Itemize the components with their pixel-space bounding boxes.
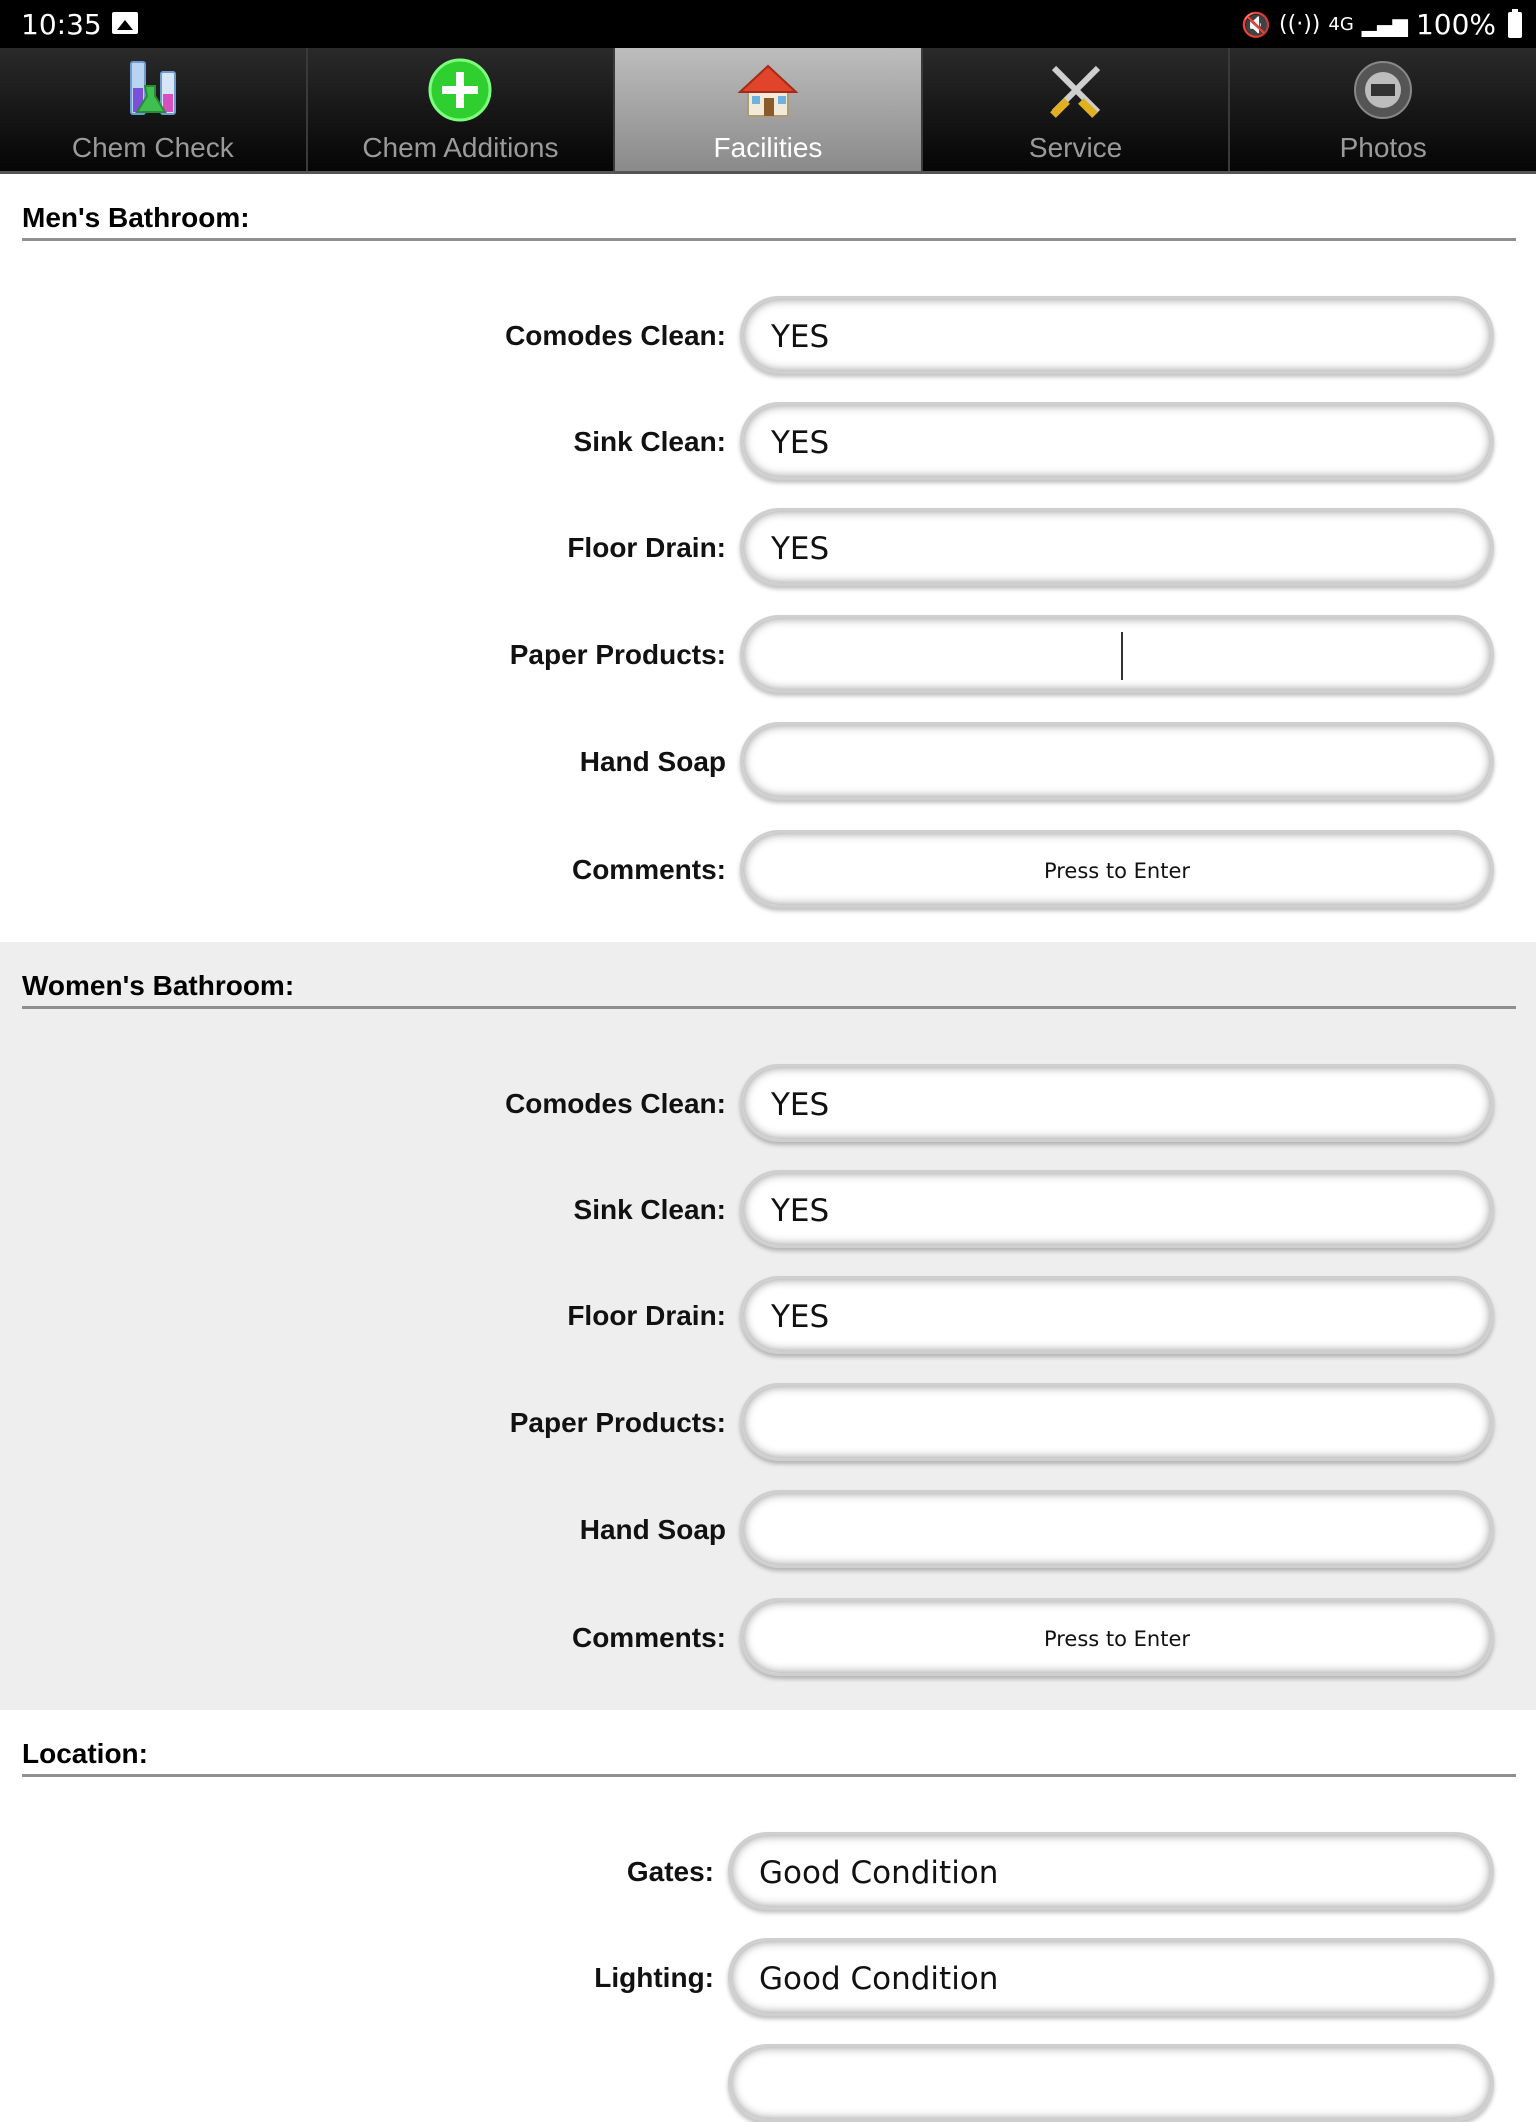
tools-icon: [1044, 58, 1108, 122]
network-type-icon: 4G: [1328, 14, 1354, 35]
section-title: Women's Bathroom:: [22, 970, 295, 1001]
comodes-clean-field[interactable]: [740, 1064, 1494, 1142]
comments-placeholder: Press to Enter: [1043, 859, 1191, 883]
status-icons: [1241, 8, 1522, 41]
tab-label: Facilities: [713, 132, 823, 163]
section-divider: [22, 238, 1516, 241]
floor-drain-field[interactable]: [740, 1276, 1494, 1354]
plus-circle-icon: [428, 58, 492, 122]
signal-icon: ▂▄▆: [1361, 12, 1408, 37]
section-title: Location:: [22, 1738, 148, 1769]
tab-label: Photos: [1339, 132, 1427, 163]
next-field-partial[interactable]: [728, 2044, 1494, 2122]
flask-icon: [121, 58, 185, 122]
tab-chem-additions[interactable]: [308, 48, 616, 171]
gates-field[interactable]: [728, 1832, 1494, 1910]
wifi-icon: ((·)): [1279, 12, 1321, 37]
hand-soap-field[interactable]: [740, 722, 1494, 800]
battery-icon: [1508, 12, 1522, 38]
tab-bar: [0, 48, 1536, 174]
field-label: Comodes Clean:: [505, 1088, 726, 1119]
mens-bathroom-section: [0, 174, 1536, 942]
field-value: YES: [771, 425, 830, 461]
status-bar: [0, 0, 1536, 48]
floor-drain-field[interactable]: [740, 508, 1494, 586]
status-time: 10:35: [21, 8, 102, 41]
tab-photos[interactable]: [1230, 48, 1536, 171]
field-value: Good Condition: [759, 1855, 999, 1891]
field-label: Lighting:: [594, 1962, 714, 1993]
tab-chem-check[interactable]: [0, 48, 308, 171]
lighting-field[interactable]: [728, 1938, 1494, 2016]
hand-soap-field[interactable]: [740, 1490, 1494, 1568]
sink-clean-field[interactable]: [740, 1170, 1494, 1248]
field-label: Sink Clean:: [573, 1194, 726, 1225]
section-title: Men's Bathroom:: [22, 202, 250, 233]
mute-icon: 🔇: [1241, 10, 1272, 39]
field-label: Comments:: [571, 854, 726, 885]
location-section: [0, 1710, 1536, 2048]
comodes-clean-field[interactable]: [740, 296, 1494, 374]
tab-label: Service: [1028, 132, 1123, 163]
tab-label: Chem Additions: [362, 132, 559, 163]
field-value: YES: [771, 1299, 830, 1335]
field-label: Paper Products:: [509, 1407, 726, 1438]
field-value: YES: [771, 1087, 830, 1123]
field-value: YES: [771, 531, 830, 567]
field-value: Good Condition: [759, 1961, 999, 1997]
field-value: YES: [771, 319, 830, 355]
field-label: Hand Soap: [579, 746, 726, 777]
house-icon: [736, 58, 800, 122]
field-label: Hand Soap: [579, 1514, 726, 1545]
text-cursor: [1121, 632, 1123, 680]
field-label: Floor Drain:: [567, 532, 726, 563]
field-value: YES: [771, 1193, 830, 1229]
comments-placeholder: Press to Enter: [1043, 1627, 1191, 1651]
tab-label: Chem Check: [71, 132, 234, 163]
tab-facilities[interactable]: [615, 48, 923, 171]
field-label: Floor Drain:: [567, 1300, 726, 1331]
sink-clean-field[interactable]: [740, 402, 1494, 480]
paper-products-field[interactable]: [740, 1383, 1494, 1461]
battery-percent: 100%: [1415, 8, 1496, 41]
paper-products-field[interactable]: [740, 615, 1494, 693]
section-divider: [22, 1774, 1516, 1777]
field-label: Comodes Clean:: [505, 320, 726, 351]
field-label: Comments:: [571, 1622, 726, 1653]
field-label: Sink Clean:: [573, 426, 726, 457]
camera-icon: [1351, 58, 1415, 122]
field-label: Gates:: [626, 1856, 714, 1887]
tab-service[interactable]: [923, 48, 1231, 171]
womens-bathroom-section: [0, 942, 1536, 1710]
comments-button[interactable]: [740, 1598, 1494, 1676]
section-divider: [22, 1006, 1516, 1009]
image-notification-icon: [112, 12, 138, 34]
comments-button[interactable]: [740, 830, 1494, 908]
field-label: Paper Products:: [509, 639, 726, 670]
